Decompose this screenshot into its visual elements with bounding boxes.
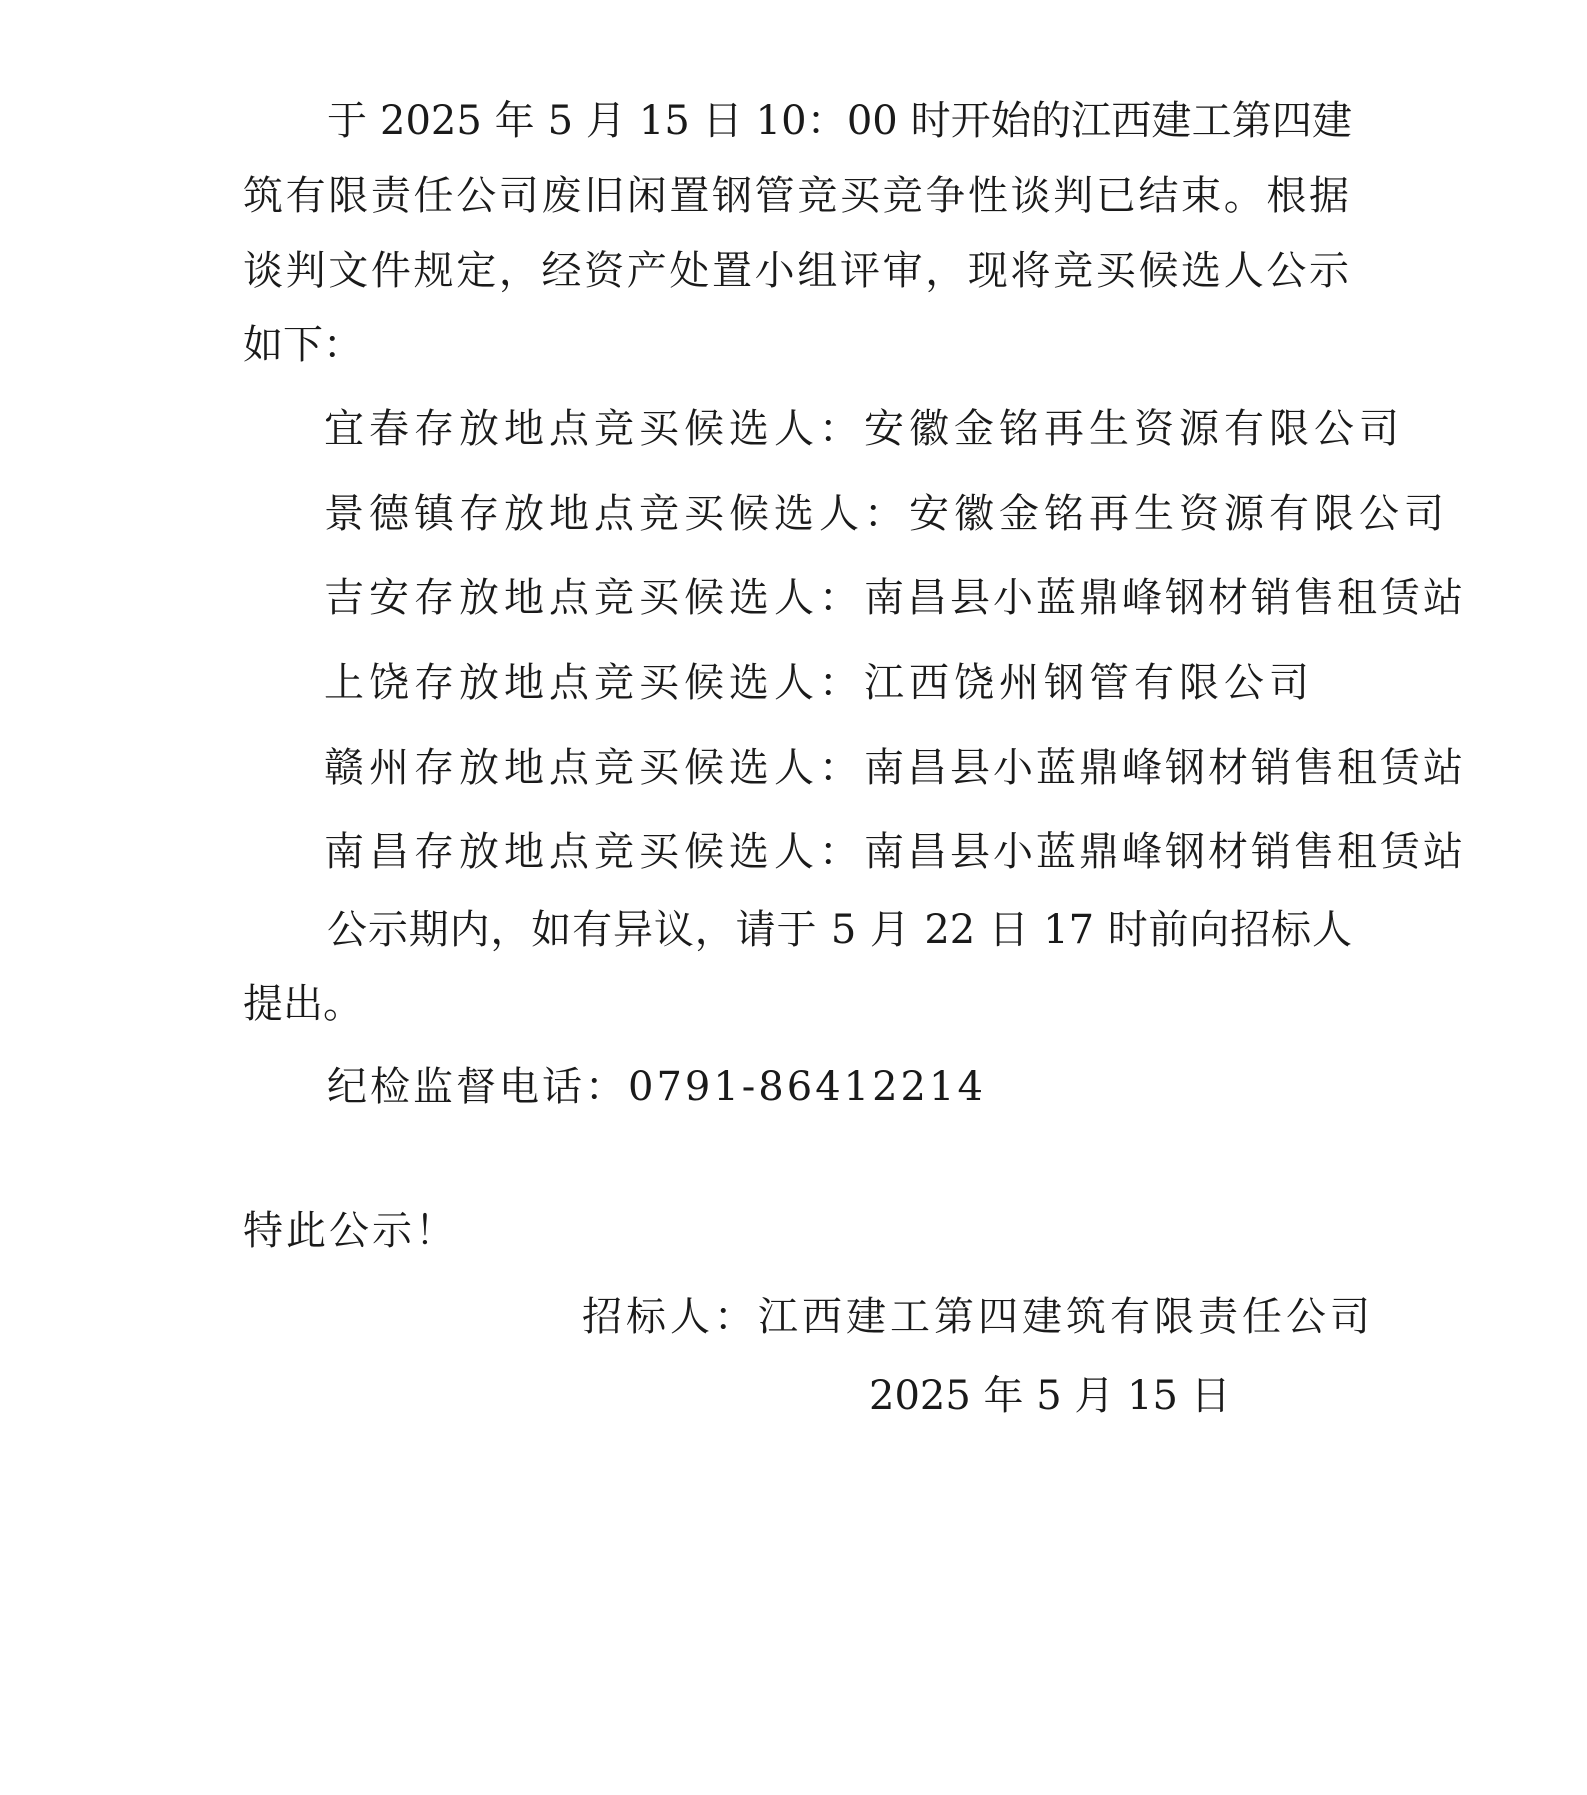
- objection-paragraph-line-2: 提出。: [243, 981, 363, 1027]
- candidate-company: 安徽金铭再生资源有限公司: [909, 491, 1449, 537]
- candidate-line-shangrao: [324, 658, 1314, 708]
- intro-paragraph-line-3: 谈判文件规定，经资产处置小组评审，现将竞买候选人公示: [243, 248, 1349, 294]
- candidate-line-jingdezhen: [324, 489, 1449, 539]
- candidate-company: 南昌县小蓝鼎峰钢材销售租赁站: [864, 575, 1466, 621]
- objection-paragraph-line-1: 公示期内，如有异议，请于 5 月 22 日 17 时前向招标人: [327, 907, 1352, 953]
- intro-paragraph-line-1: 于 2025 年 5 月 15 日 10：00 时开始的江西建工第四建: [327, 98, 1352, 144]
- candidate-location: 南昌存放地点竞买候选人：: [324, 829, 864, 875]
- candidate-company: 江西饶州钢管有限公司: [864, 660, 1314, 706]
- intro-paragraph-line-2: 筑有限责任公司废旧闲置钢管竞买竞争性谈判已结束。根据: [243, 173, 1349, 219]
- candidate-company: 安徽金铭再生资源有限公司: [864, 406, 1404, 452]
- candidate-location: 上饶存放地点竞买候选人：: [324, 660, 864, 706]
- candidate-location: 赣州存放地点竞买候选人：: [324, 745, 864, 791]
- candidate-company: 南昌县小蓝鼎峰钢材销售租赁站: [864, 745, 1466, 791]
- intro-paragraph-line-4: 如下：: [243, 322, 363, 368]
- signature-date: 2025 年 5 月 15 日: [869, 1373, 1231, 1419]
- candidate-line-nanchang: [324, 827, 1466, 877]
- candidate-location: 吉安存放地点竞买候选人：: [324, 575, 864, 621]
- candidate-location: 宜春存放地点竞买候选人：: [324, 406, 864, 452]
- closing-statement: 特此公示！: [243, 1208, 458, 1254]
- candidate-location: 景德镇存放地点竞买候选人：: [324, 491, 909, 537]
- candidate-line-jian: [324, 573, 1466, 623]
- supervision-phone: 纪检监督电话：0791-86412214: [327, 1064, 986, 1110]
- candidate-line-ganzhou: [324, 743, 1466, 793]
- tenderer-signature: 招标人：江西建工第四建筑有限责任公司: [582, 1294, 1374, 1340]
- candidate-company: 南昌县小蓝鼎峰钢材销售租赁站: [864, 829, 1466, 875]
- candidate-line-yichun: [324, 404, 1404, 454]
